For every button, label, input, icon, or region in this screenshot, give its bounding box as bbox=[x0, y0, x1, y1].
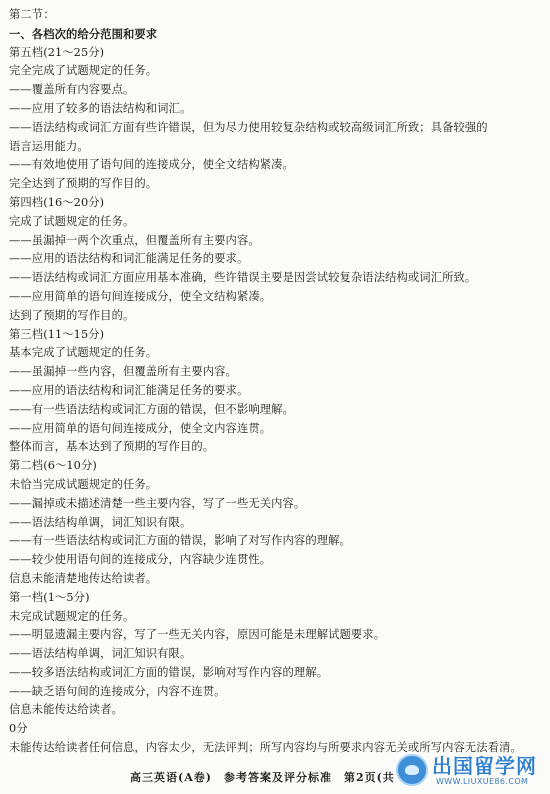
text-line: 完全达到了预期的写作目的。 bbox=[9, 177, 158, 191]
text-line: 第一档(1～5分) bbox=[9, 590, 90, 604]
text-line: 第三档(11～15分) bbox=[9, 327, 105, 341]
text-line: ——应用的语法结构和词汇能满足任务的要求。 bbox=[9, 252, 249, 266]
text-line: ——应用了较多的语法结构和词汇。 bbox=[9, 101, 192, 115]
text-line: 信息未能清楚地传达给读者。 bbox=[9, 571, 158, 585]
text-line: ——漏掉或未描述清楚一些主要内容，写了一些无关内容。 bbox=[9, 496, 306, 510]
text-line: 第五档(21～25分) bbox=[9, 45, 105, 59]
document-body bbox=[9, 6, 544, 758]
text-line: 未完成试题规定的任务。 bbox=[9, 609, 135, 623]
text-line: ——语法结构或词汇方面应用基本准确，些许错误主要是因尝试较复杂语法结构或词汇所致。 bbox=[9, 271, 477, 285]
text-line: ——虽漏掉一些内容，但覆盖所有主要内容。 bbox=[9, 365, 237, 379]
text-line: ——有一些语法结构或词汇方面的错误，影响了对写作内容的理解。 bbox=[9, 534, 351, 548]
text-line: ——有一些语法结构或词汇方面的错误，但不影响理解。 bbox=[9, 402, 294, 416]
text-line: 完全完成了试题规定的任务。 bbox=[9, 64, 158, 78]
globe-logo-icon bbox=[396, 754, 428, 786]
text-line: 整体而言，基本达到了预期的写作目的。 bbox=[9, 440, 215, 454]
text-line: ——应用的语法结构和词汇能满足任务的要求。 bbox=[9, 383, 249, 397]
text-line: ——有效地使用了语句间的连接成分，使全文结构紧凑。 bbox=[9, 158, 294, 172]
text-line: 未恰当完成试题规定的任务。 bbox=[9, 477, 158, 491]
text-line: 达到了预期的写作目的。 bbox=[9, 308, 135, 322]
footer-text: 高三英语(A卷) 参考答案及评分标准 第2页(共 bbox=[130, 771, 395, 784]
text-line: 第二节： bbox=[9, 8, 55, 21]
text-line: ——覆盖所有内容要点。 bbox=[9, 83, 135, 97]
watermark-title: 出国留学网 bbox=[432, 754, 537, 778]
text-line: 一、各档次的给分范围和要求 bbox=[9, 26, 158, 41]
text-line: 第四档(16～20分) bbox=[9, 195, 105, 209]
text-line: ——较多语法结构或词汇方面的错误，影响对写作内容的理解。 bbox=[9, 665, 329, 679]
text-line: 语言运用能力。 bbox=[9, 139, 89, 153]
text-line: ——语法结构单调，词汇知识有限。 bbox=[9, 647, 192, 661]
text-line: 基本完成了试题规定的任务。 bbox=[9, 346, 158, 360]
text-line: ——应用简单的语句间连接成分，使全文结构紧凑。 bbox=[9, 289, 272, 303]
text-line: ——缺乏语句间的连接成分，内容不连贯。 bbox=[9, 684, 226, 698]
text-line: ——语法结构单调，词汇知识有限。 bbox=[9, 515, 192, 529]
text-line: ——较少使用语句间的连接成分，内容缺少连贯性。 bbox=[9, 553, 272, 567]
text-line: 未能传达给读者任何信息，内容太少，无法评判；所写内容均与所要求内容无关或所写内容无法看清。 bbox=[9, 741, 522, 755]
text-line: 第二档(6～10分) bbox=[9, 459, 97, 473]
text-line: ——应用简单的语句间连接成分，使全文内容连贯。 bbox=[9, 421, 272, 435]
text-line: 完成了试题规定的任务。 bbox=[9, 214, 135, 228]
site-watermark bbox=[396, 748, 546, 792]
text-line: ——虽漏掉一两个次重点，但覆盖所有主要内容。 bbox=[9, 233, 260, 247]
text-line: ——明显遗漏主要内容，写了一些无关内容，原因可能是未理解试题要求。 bbox=[9, 628, 386, 642]
text-line: 0分 bbox=[9, 722, 28, 736]
text-line: ——语法结构或词汇方面有些许错误，但为尽力使用较复杂结构或较高级词汇所致；具备较强的 bbox=[9, 120, 488, 134]
text-line: 信息未能传达给读者。 bbox=[9, 703, 123, 717]
watermark-url: WWW.LIUXUE86.COM bbox=[436, 777, 529, 786]
